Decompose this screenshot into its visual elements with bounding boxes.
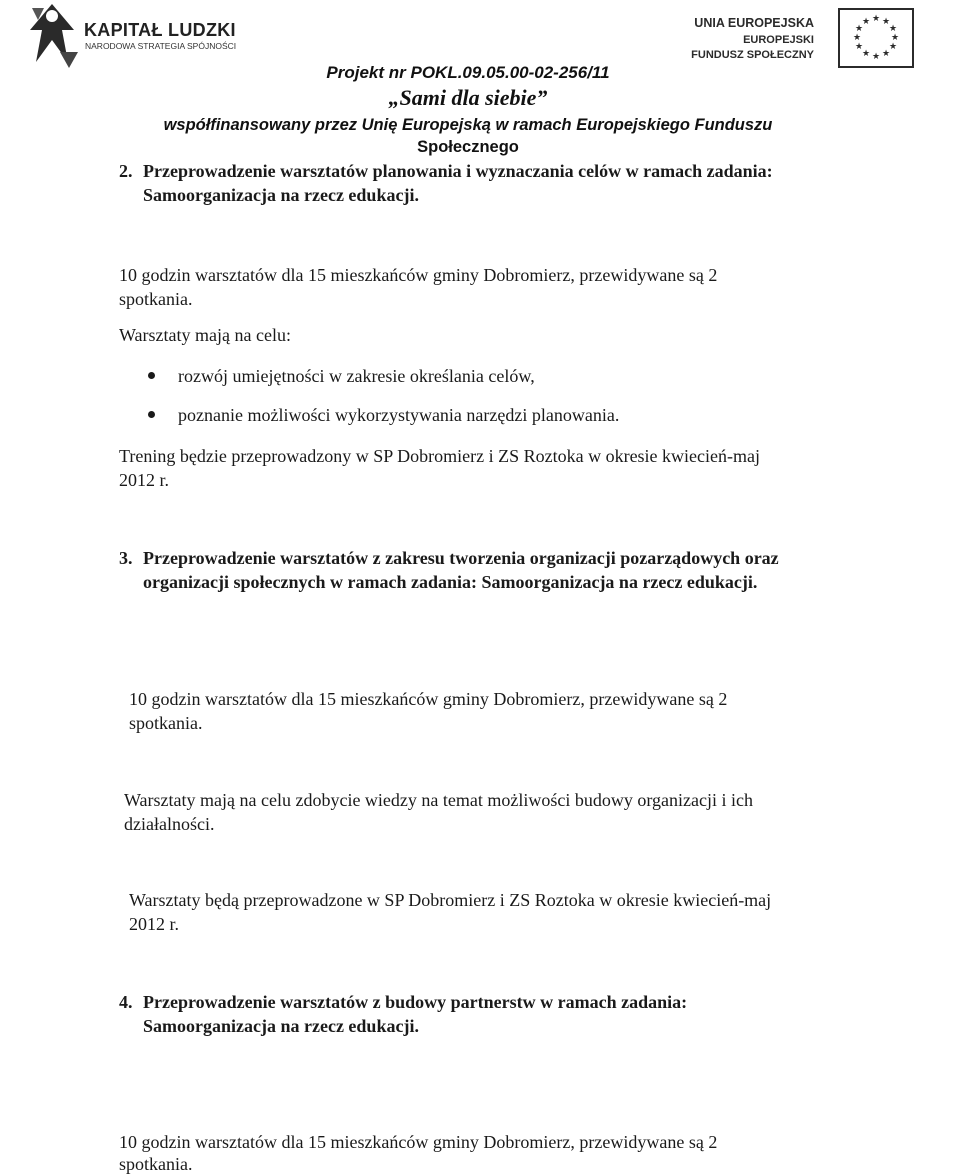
project-number: Projekt nr POKL.09.05.00-02-256/11 bbox=[326, 63, 610, 82]
svg-text:★: ★ bbox=[854, 24, 864, 34]
svg-text:★: ★ bbox=[852, 33, 862, 43]
section4-title-line2: Samoorganizacja na rzecz edukacji. bbox=[143, 1016, 419, 1036]
section2-title-line2: Samoorganizacja na rzecz edukacji. bbox=[143, 185, 419, 205]
svg-text:★: ★ bbox=[881, 17, 891, 27]
section3-goal-line2: działalności. bbox=[124, 814, 215, 834]
kapital-ludzki-logo bbox=[22, 0, 242, 72]
section4-title-line1: Przeprowadzenie warsztatów z budowy partnerstw w ramach zadania: bbox=[143, 992, 688, 1012]
bullet-icon bbox=[148, 372, 155, 379]
project-name: „Sami dla siebie” bbox=[388, 85, 548, 110]
logo-right-line2: EUROPEJSKI bbox=[743, 34, 814, 46]
kapital-ludzki-logo-icon bbox=[22, 0, 82, 72]
section4-hours-line2: spotkania. bbox=[119, 1154, 193, 1174]
svg-text:★: ★ bbox=[888, 24, 898, 34]
svg-text:★: ★ bbox=[861, 17, 871, 27]
logo-left-subtitle: NARODOWA STRATEGIA SPÓJNOŚCI bbox=[85, 41, 237, 51]
section4-number: 4. bbox=[119, 992, 133, 1012]
section3-place-line2: 2012 r. bbox=[129, 914, 180, 934]
section4-hours-line1: 10 godzin warsztatów dla 15 mieszkańców gminy Dobromierz, przewidywane są 2 bbox=[119, 1132, 718, 1152]
eu-flag-icon bbox=[838, 8, 914, 68]
list-item: rozwój umiejętności w zakresie określania celów, bbox=[178, 366, 535, 386]
svg-text:★: ★ bbox=[861, 49, 871, 59]
section2-goals-intro: Warsztaty mają na celu: bbox=[119, 325, 291, 345]
svg-text:★: ★ bbox=[890, 33, 900, 43]
section3-place-line1: Warsztaty będą przeprowadzone w SP Dobromierz i ZS Roztoka w okresie kwiecień-maj bbox=[129, 890, 772, 910]
section3-number: 3. bbox=[119, 548, 133, 568]
logo-right-line1: UNIA EUROPEJSKA bbox=[694, 16, 814, 30]
svg-text:★: ★ bbox=[881, 49, 891, 59]
svg-text:★: ★ bbox=[871, 14, 881, 24]
section2-number: 2. bbox=[119, 161, 133, 181]
list-item: poznanie możliwości wykorzystywania narzędzi planowania. bbox=[178, 405, 620, 425]
section3-title-line1: Przeprowadzenie warsztatów z zakresu tworzenia organizacji pozarządowych oraz bbox=[143, 548, 779, 568]
section2-hours-line2: spotkania. bbox=[119, 289, 193, 309]
section3-hours-line1: 10 godzin warsztatów dla 15 mieszkańców gminy Dobromierz, przewidywane są 2 bbox=[129, 689, 728, 709]
section2-hours-line1: 10 godzin warsztatów dla 15 mieszkańców gminy Dobromierz, przewidywane są 2 bbox=[119, 265, 718, 285]
section2-title-line1: Przeprowadzenie warsztatów planowania i wyznaczania celów w ramach zadania: bbox=[143, 161, 773, 181]
section2-training-line1: Trening będzie przeprowadzony w SP Dobromierz i ZS Roztoka w okresie kwiecień-maj bbox=[119, 446, 761, 466]
svg-text:★: ★ bbox=[854, 42, 864, 52]
cofinancing-line2: Społecznego bbox=[417, 138, 519, 156]
logo-right-line3: FUNDUSZ SPOŁECZNY bbox=[691, 49, 814, 61]
svg-text:★: ★ bbox=[871, 52, 881, 62]
section3-goal-line1: Warsztaty mają na celu zdobycie wiedzy na temat możliwości budowy organizacji i ich bbox=[124, 790, 753, 810]
cofinancing-line1: współfinansowany przez Unię Europejską w ramach Europejskiego Funduszu bbox=[163, 116, 773, 134]
section3-hours-line2: spotkania. bbox=[129, 713, 203, 733]
logo-left-title: KAPITAŁ LUDZKI bbox=[84, 20, 236, 40]
svg-text:★: ★ bbox=[888, 42, 898, 52]
bullet-icon bbox=[148, 411, 155, 418]
section2-training-line2: 2012 r. bbox=[119, 470, 170, 490]
section3-title-line2: organizacji społecznych w ramach zadania: Samoorganizacja na rzecz edukacji. bbox=[143, 572, 758, 592]
